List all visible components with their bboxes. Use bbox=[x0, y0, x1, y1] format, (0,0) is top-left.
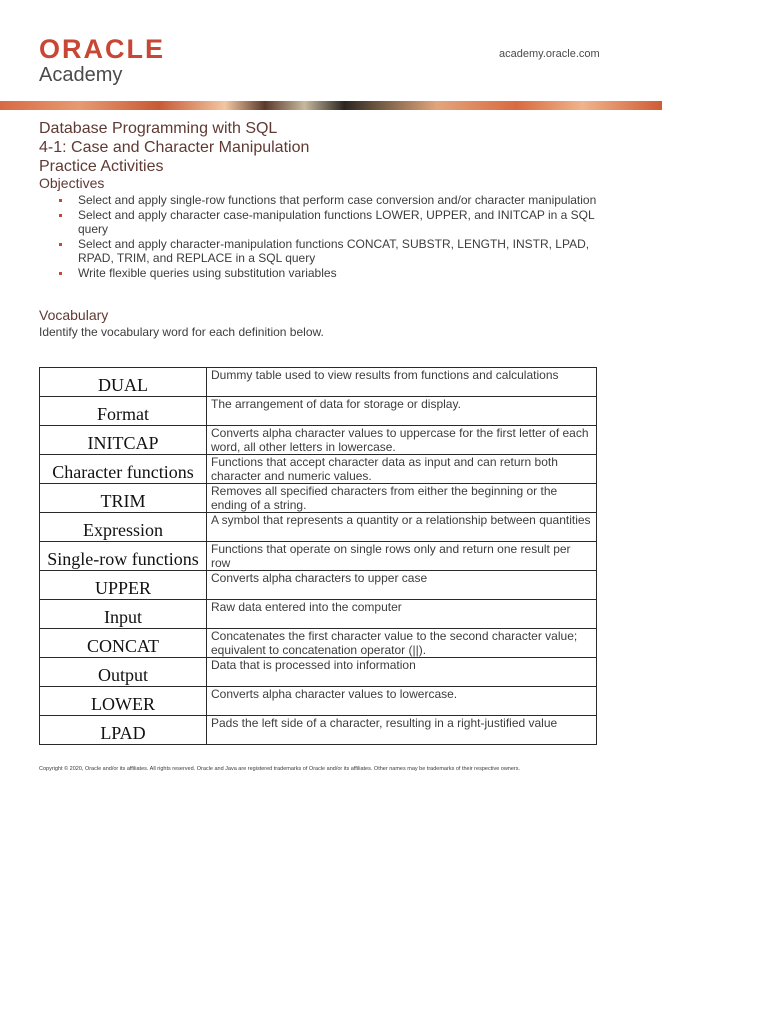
term-text: Single-row functions bbox=[47, 548, 199, 569]
oracle-academy-logo bbox=[39, 36, 165, 88]
term-text: LOWER bbox=[91, 693, 155, 714]
vocabulary-section bbox=[39, 307, 324, 339]
table-row bbox=[40, 658, 597, 687]
term-text: TRIM bbox=[100, 490, 146, 511]
term-text: Character functions bbox=[52, 461, 194, 482]
objective-item: Select and apply single-row functions that perform case conversion and/or character manipulation bbox=[78, 193, 619, 208]
definition-cell: Removes all specified characters from either the beginning or the ending of a string. bbox=[207, 484, 597, 513]
table-row bbox=[40, 687, 597, 716]
document-titles bbox=[39, 119, 309, 176]
definition-cell: Concatenates the first character value to the second character value; equivalent to concatenation operator (||). bbox=[207, 629, 597, 658]
term-cell bbox=[40, 426, 207, 455]
definition-cell: Converts alpha characters to upper case bbox=[207, 571, 597, 600]
table-row bbox=[40, 484, 597, 513]
definition-cell: Converts alpha character values to lowercase. bbox=[207, 687, 597, 716]
vocabulary-instruction: Identify the vocabulary word for each definition below. bbox=[39, 325, 324, 339]
term-cell bbox=[40, 455, 207, 484]
term-cell bbox=[40, 658, 207, 687]
term-text: Output bbox=[97, 664, 148, 685]
course-title: Database Programming with SQL bbox=[39, 120, 278, 137]
objectives-heading: Objectives bbox=[39, 175, 105, 191]
definition-cell: Dummy table used to view results from functions and calculations bbox=[207, 368, 597, 397]
logo-academy-text: Academy bbox=[39, 64, 123, 86]
term-cell bbox=[40, 629, 207, 658]
definition-cell: Functions that accept character data as input and can return both character and numeric values. bbox=[207, 455, 597, 484]
term-cell bbox=[40, 513, 207, 542]
objectives-list bbox=[39, 193, 619, 280]
activity-type-title: Practice Activities bbox=[39, 158, 164, 175]
term-text: DUAL bbox=[98, 374, 148, 395]
term-cell bbox=[40, 571, 207, 600]
term-cell bbox=[40, 397, 207, 426]
definition-cell: Pads the left side of a character, resulting in a right-justified value bbox=[207, 716, 597, 745]
table-row bbox=[40, 426, 597, 455]
definition-cell: The arrangement of data for storage or display. bbox=[207, 397, 597, 426]
term-text: INITCAP bbox=[87, 432, 159, 453]
table-row bbox=[40, 716, 597, 745]
table-row bbox=[40, 397, 597, 426]
vocabulary-table bbox=[39, 367, 597, 745]
term-text: LPAD bbox=[100, 722, 146, 743]
objective-item: Select and apply character-manipulation functions CONCAT, SUBSTR, LENGTH, INSTR, LPAD, RPAD, TRIM, and REPLACE in a SQL query bbox=[78, 237, 619, 266]
term-text: CONCAT bbox=[86, 635, 159, 656]
term-text: Input bbox=[104, 606, 142, 627]
table-row bbox=[40, 513, 597, 542]
term-cell bbox=[40, 687, 207, 716]
definition-cell: Data that is processed into information bbox=[207, 658, 597, 687]
objectives-section bbox=[39, 175, 619, 280]
objective-item: Write flexible queries using substitution variables bbox=[78, 266, 619, 281]
term-cell bbox=[40, 716, 207, 745]
term-text: Expression bbox=[83, 519, 163, 540]
definition-cell: Converts alpha character values to uppercase for the first letter of each word, all other letters in lowercase. bbox=[207, 426, 597, 455]
definition-cell: Functions that operate on single rows only and return one result per row bbox=[207, 542, 597, 571]
logo-wordmark: ORACLE bbox=[39, 34, 165, 64]
table-row bbox=[40, 368, 597, 397]
term-cell bbox=[40, 368, 207, 397]
table-row bbox=[40, 600, 597, 629]
term-text: UPPER bbox=[94, 577, 152, 598]
table-row bbox=[40, 455, 597, 484]
copyright-notice: Copyright © 2020, Oracle and/or its affiliates. All rights reserved. Oracle and Java are registered trademarks of Oracle and/or its affiliates. Other names may be trademarks of their respective owners. bbox=[39, 766, 521, 772]
definition-cell: A symbol that represents a quantity or a relationship between quantities bbox=[207, 513, 597, 542]
vocabulary-heading: Vocabulary bbox=[39, 307, 109, 323]
table-row bbox=[40, 542, 597, 571]
lesson-title: 4-1: Case and Character Manipulation bbox=[39, 139, 310, 156]
header-banner-image bbox=[0, 101, 662, 110]
objective-item: Select and apply character case-manipulation functions LOWER, UPPER, and INITCAP in a SQL query bbox=[78, 208, 619, 237]
definition-cell: Raw data entered into the computer bbox=[207, 600, 597, 629]
term-cell bbox=[40, 600, 207, 629]
term-cell bbox=[40, 484, 207, 513]
site-url: academy.oracle.com bbox=[499, 48, 600, 60]
table-row bbox=[40, 629, 597, 658]
term-text: Format bbox=[97, 403, 149, 424]
term-cell bbox=[40, 542, 207, 571]
table-row bbox=[40, 571, 597, 600]
